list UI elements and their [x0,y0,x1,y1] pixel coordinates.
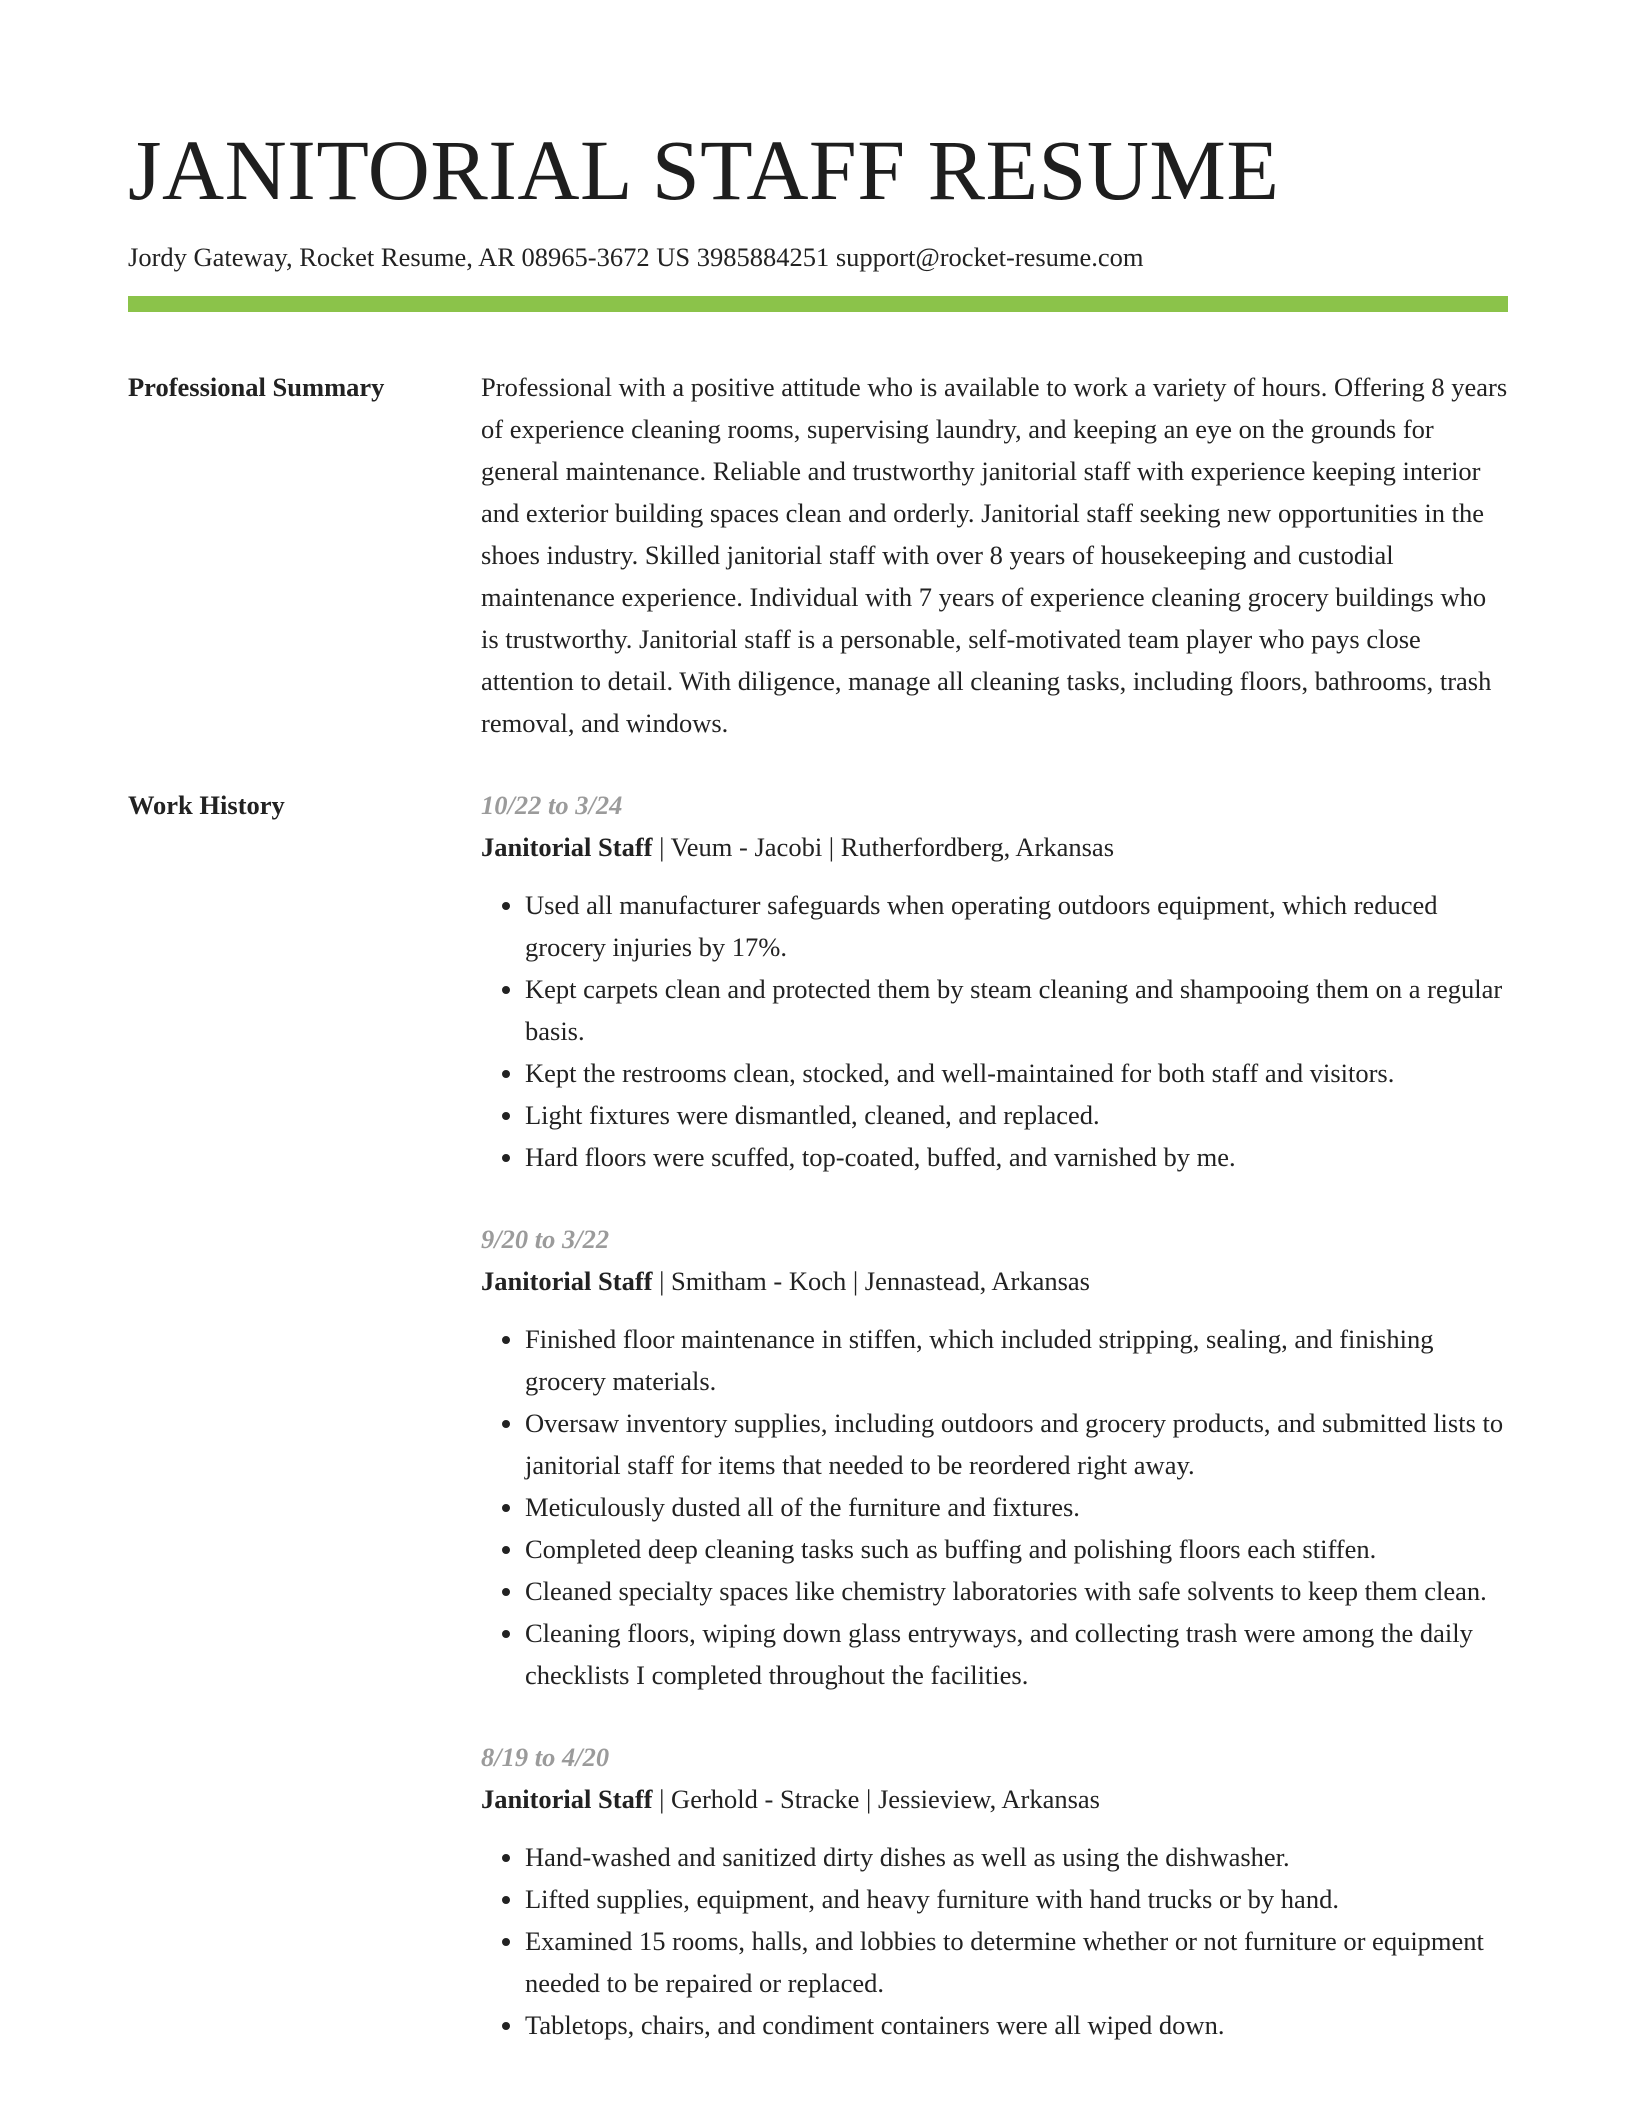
list-item: • Kept the restrooms clean, stocked, and well-maintained for both staff and visitors. [525,1052,1508,1094]
list-item: • Tabletops, chairs, and condiment containers were all wiped down. [525,2004,1508,2046]
job-bullet-list [481,1318,1508,1696]
contact-line [128,240,1508,274]
list-item: • Cleaned specialty spaces like chemistry laboratories with safe solvents to keep them clean. [525,1570,1508,1612]
job-employer-location: | Smitham - Koch | Jennastead, Arkansas [652,1266,1090,1296]
job-dates: 9/20 to 3/22 [481,1224,610,1254]
list-item: • Examined 15 rooms, halls, and lobbies to determine whether or not furniture or equipment needed to be repaired or replaced. [525,1920,1508,2004]
list-item: • Used all manufacturer safeguards when operating outdoors equipment, which reduced grocery injuries by 17%. [525,884,1508,968]
job-title-line [481,826,1508,868]
professional-summary-section [128,366,1508,744]
section-label-work: Work History [128,790,285,820]
job-entry [481,784,1508,1178]
section-label-summary: Professional Summary [128,372,385,402]
job-bullet-list [481,884,1508,1178]
job-title: Janitorial Staff [481,832,653,862]
job-title-line [481,1260,1508,1302]
list-item: • Completed deep cleaning tasks such as buffing and polishing floors each stiffen. [525,1528,1508,1570]
list-item: • Oversaw inventory supplies, including outdoors and grocery products, and submitted lists to janitorial staff for items that needed to be reordered right away. [525,1402,1508,1486]
contact-phone: 3985884251 [696,242,830,272]
summary-body [481,366,1508,744]
list-item: • Meticulously dusted all of the furniture and fixtures. [525,1486,1508,1528]
resume-title: JANITORIAL STAFF RESUME [128,122,1280,218]
resume-page [128,118,1508,2046]
work-history-section [128,784,1508,2046]
work-history-body [481,784,1508,2046]
job-bullet-list [481,1836,1508,2046]
job-dates: 10/22 to 3/24 [481,790,623,820]
contact-address: Jordy Gateway, Rocket Resume, AR 08965-3672 US [128,242,691,272]
list-item: • Cleaning floors, wiping down glass entryways, and collecting trash were among the daily checklists I completed throughout the facilities. [525,1612,1508,1696]
job-title-line [481,1778,1508,1820]
list-item: • Light fixtures were dismantled, cleaned, and replaced. [525,1094,1508,1136]
list-item: • Hand-washed and sanitized dirty dishes as well as using the dishwasher. [525,1836,1508,1878]
list-item: • Finished floor maintenance in stiffen, which included stripping, sealing, and finishing grocery materials. [525,1318,1508,1402]
contact-email: support@rocket-resume.com [835,242,1144,272]
job-employer-location: | Veum - Jacobi | Rutherfordberg, Arkansas [652,832,1115,862]
job-entry [481,1736,1508,2046]
header-divider [128,296,1508,312]
job-entry [481,1218,1508,1696]
summary-text: Professional with a positive attitude who is available to work a variety of hours. Offering 8 years of experience cleaning rooms, supervising laundry, and keeping an eye on the grounds for general maintenance. Reliable and trustworthy janitorial staff with experience keeping interior and exterior building spaces clean and orderly. Janitorial staff seeking new opportunities in the shoes industry. Skilled janitorial staff with over 8 years of housekeeping and custodial maintenance experience. Individual with 7 years of experience cleaning grocery buildings who is trustworthy. Janitorial staff is a personable, self-motivated team player who pays close attention to detail. With diligence, manage all cleaning tasks, including floors, bathrooms, trash removal, and windows. [481,372,1508,738]
job-dates: 8/19 to 4/20 [481,1742,610,1772]
list-item: • Lifted supplies, equipment, and heavy furniture with hand trucks or by hand. [525,1878,1508,1920]
list-item: • Hard floors were scuffed, top-coated, buffed, and varnished by me. [525,1136,1508,1178]
job-title: Janitorial Staff [481,1784,653,1814]
list-item: • Kept carpets clean and protected them by steam cleaning and shampooing them on a regular basis. [525,968,1508,1052]
job-title: Janitorial Staff [481,1266,653,1296]
job-employer-location: | Gerhold - Stracke | Jessieview, Arkansas [652,1784,1100,1814]
